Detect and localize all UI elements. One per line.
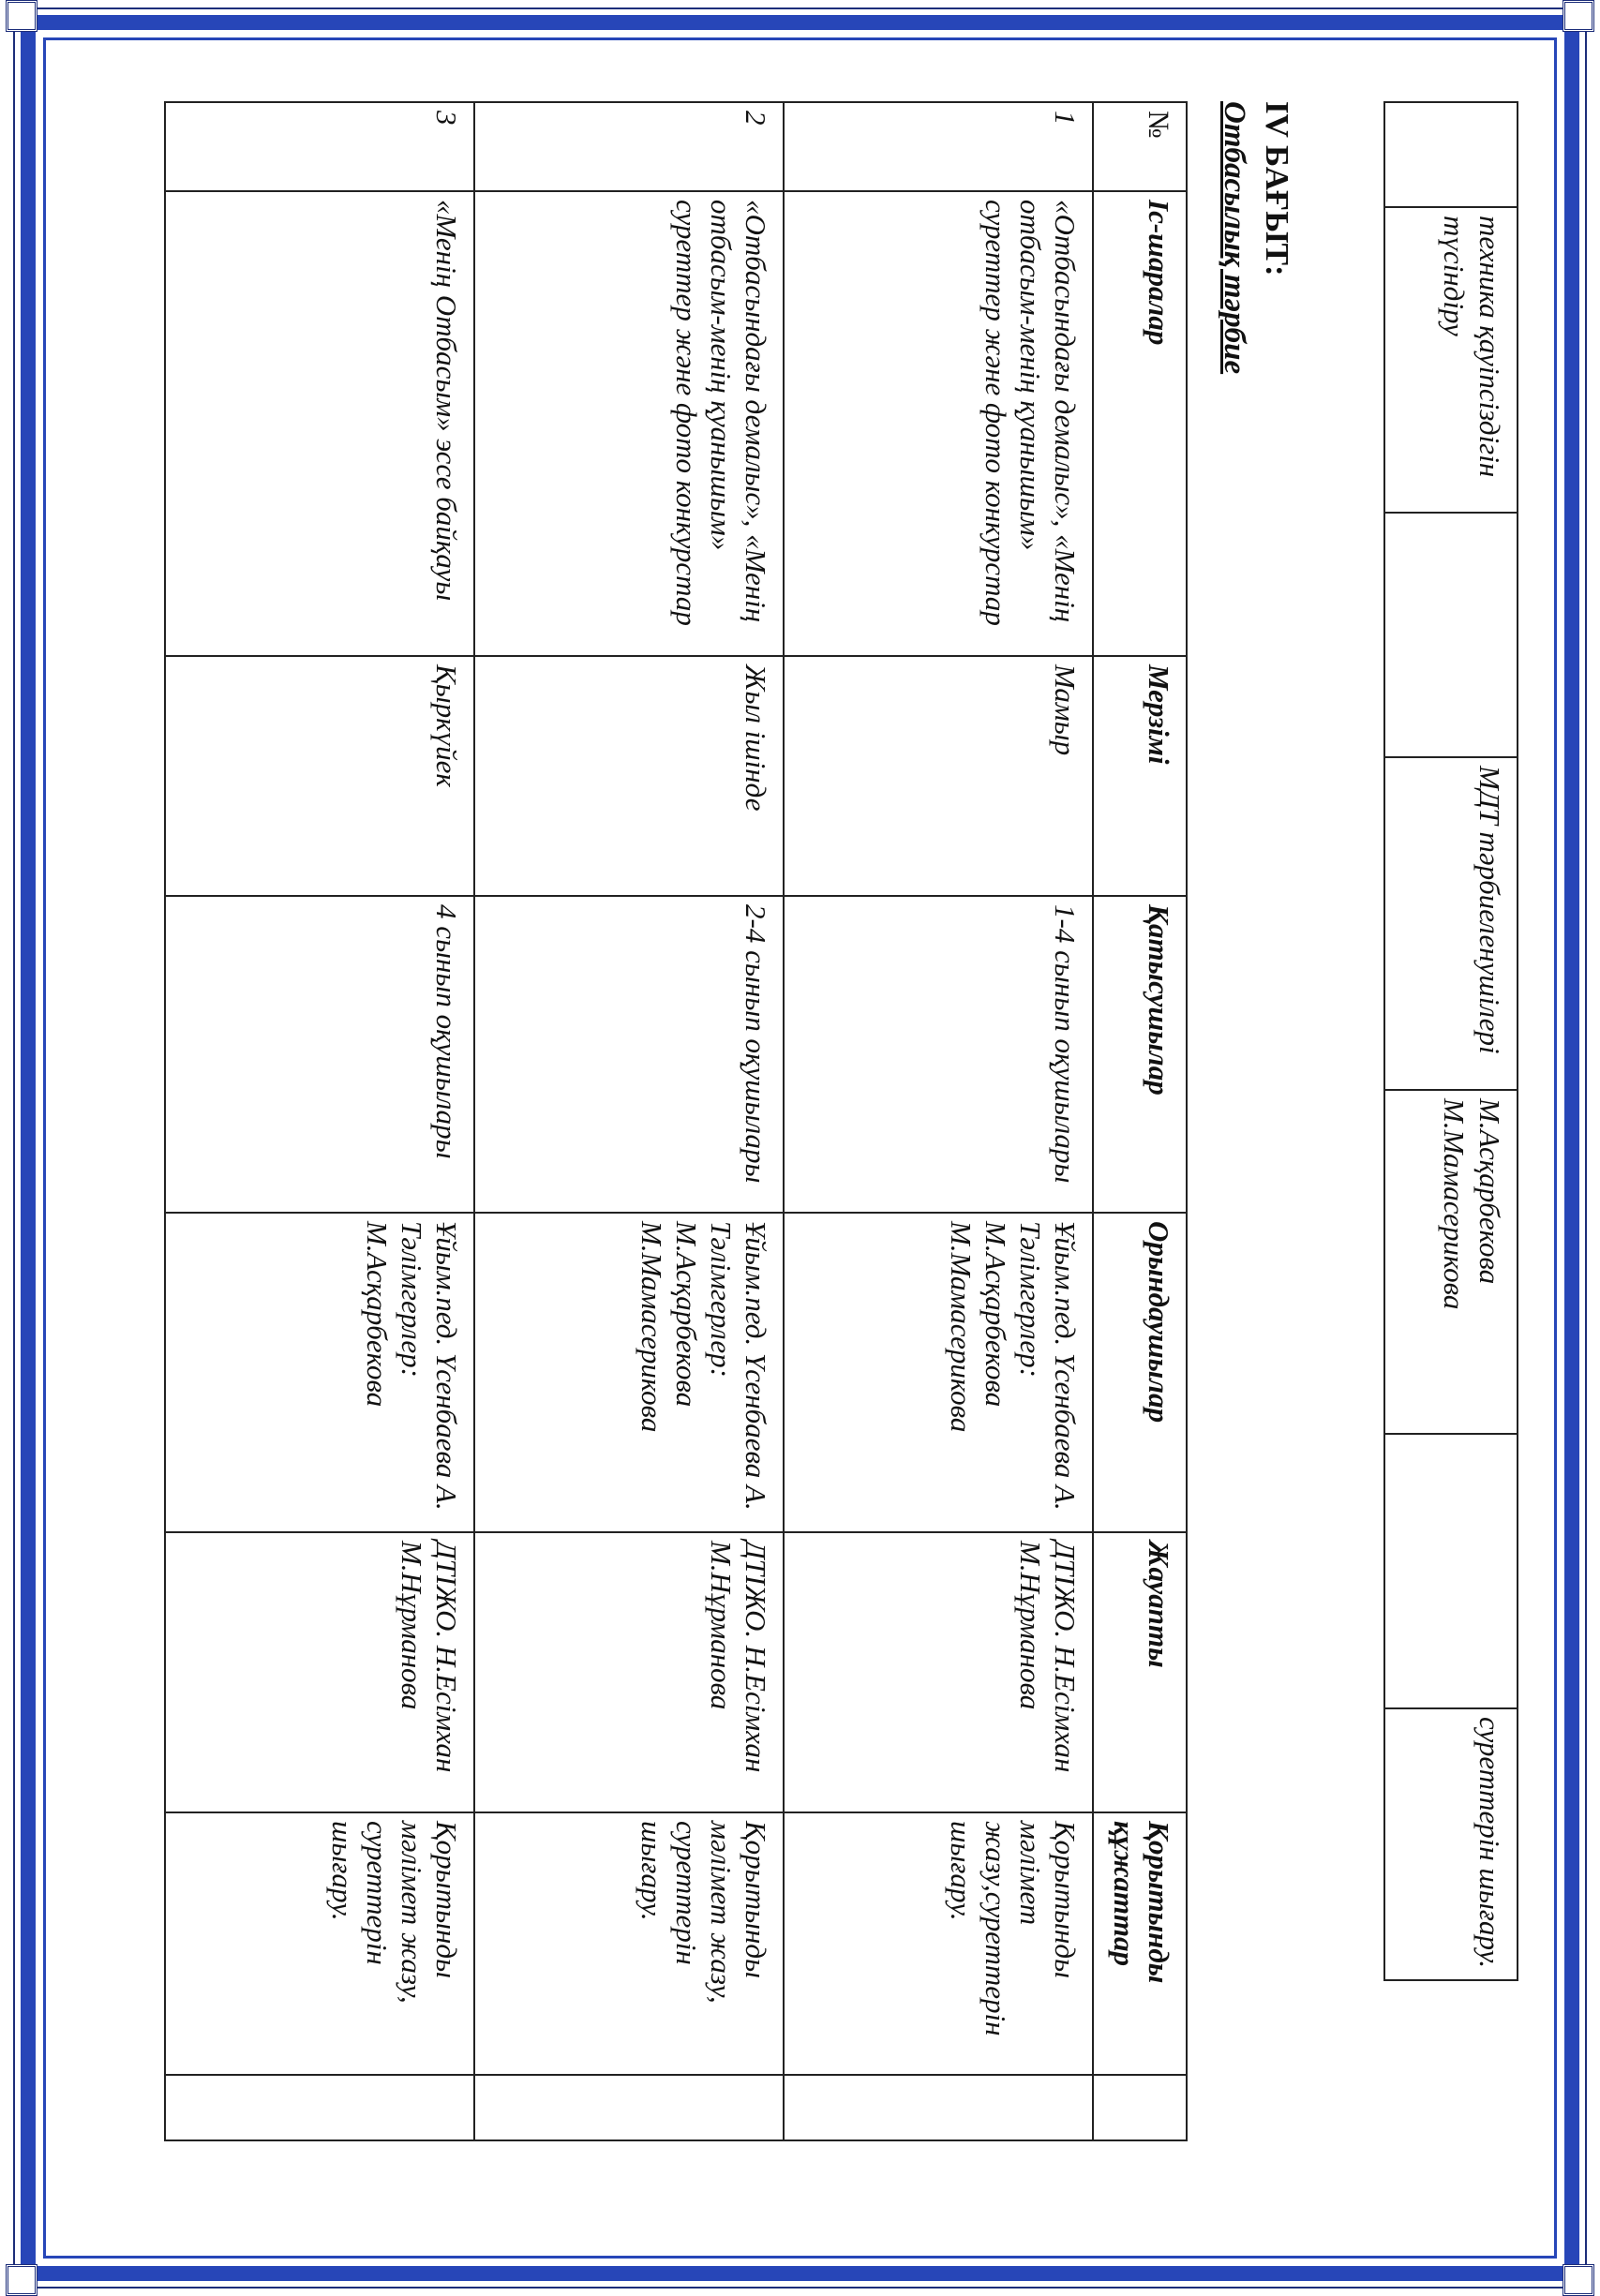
table-row	[474, 102, 784, 2140]
row-extra-cell	[474, 2075, 784, 2140]
row-responsible: ДТІЖО. Н.Есімхан М.Нұрманова	[474, 1532, 784, 1812]
table-row	[1384, 102, 1518, 1980]
row-date: Қыркүйек	[165, 656, 474, 896]
header-date: Мерзімі	[1093, 656, 1187, 896]
row-responsible: ДТІЖО. Н.Есімхан М.Нұрманова	[784, 1532, 1093, 1812]
carry-over-table	[1383, 101, 1518, 1981]
header-executors: Орындаушылар	[1093, 1213, 1187, 1532]
row-participants: 1-4 сынып оқушылары	[784, 896, 1093, 1213]
row-result: Қорытынды мәлімет жазу, суреттерін шығару.	[165, 1812, 474, 2075]
row-extra-cell	[784, 2075, 1093, 2140]
top-cell-1	[1384, 102, 1518, 207]
row-responsible: ДТІЖО. Н.Есімхан М.Нұрманова	[165, 1532, 474, 1812]
row-event: «Отбасындағы демалыс», «Менің отбасым-менің қуанышым» суреттер және фото конкурстар	[784, 191, 1093, 656]
row-executors: Ұйым.пед. Үсенбаева А. Тәлімгерлер: М.Асқарбекова М.Мамасерикова	[784, 1213, 1093, 1532]
row-executors: Ұйым.пед. Үсенбаева А. Тәлімгерлер: М.Асқарбекова	[165, 1213, 474, 1532]
top-cell-2: техника қауіпсіздігін түсіндіру	[1384, 207, 1518, 513]
top-cell-6	[1384, 1434, 1518, 1708]
top-cell-7: суреттерін шығару.	[1384, 1708, 1518, 1980]
header-number: №	[1093, 102, 1187, 191]
row-number: 1	[784, 102, 1093, 191]
header-responsible: Жауапты	[1093, 1532, 1187, 1812]
events-table	[164, 101, 1188, 2141]
section-heading: IV БАҒЫТ:	[1259, 101, 1295, 276]
header-participants: Қатысушылар	[1093, 896, 1187, 1213]
row-participants: 2-4 сынып оқушылары	[474, 896, 784, 1213]
row-result: Қорытынды мәлімет жазу, суреттерін шығару.	[474, 1812, 784, 2075]
top-cell-4: МДТ тәрбиеленушілері	[1384, 757, 1518, 1090]
top-cell-3	[1384, 513, 1518, 757]
row-executors: Ұйым.пед. Үсенбаева А. Тәлімгерлер: М.Асқарбекова М.Мамасерикова	[474, 1213, 784, 1532]
header-events: Іс-шаралар	[1093, 191, 1187, 656]
table-row	[784, 102, 1093, 2140]
row-event: «Отбасындағы демалыс», «Менің отбасым-менің қуанышым» суреттер және фото конкурстар	[474, 191, 784, 656]
row-participants: 4 сынып оқушылары	[165, 896, 474, 1213]
row-event: «Менің Отбасым» эссе байқауы	[165, 191, 474, 656]
section-subheading: Отбасылық тәрбие	[1218, 101, 1251, 375]
table-row	[165, 102, 474, 2140]
top-cell-5: М.Асқарбекова М.Мамасерикова	[1384, 1090, 1518, 1434]
header-extra-column	[1093, 2075, 1187, 2140]
table-header-row	[1093, 102, 1187, 2140]
row-number: 3	[165, 102, 474, 191]
row-extra-cell	[165, 2075, 474, 2140]
row-date: Мамыр	[784, 656, 1093, 896]
header-result-documents: Қорытынды құжаттар	[1093, 1812, 1187, 2075]
row-number: 2	[474, 102, 784, 191]
row-result: Қорытынды мәлімет жазу,суреттерін шығару.	[784, 1812, 1093, 2075]
row-date: Жыл ішінде	[474, 656, 784, 896]
